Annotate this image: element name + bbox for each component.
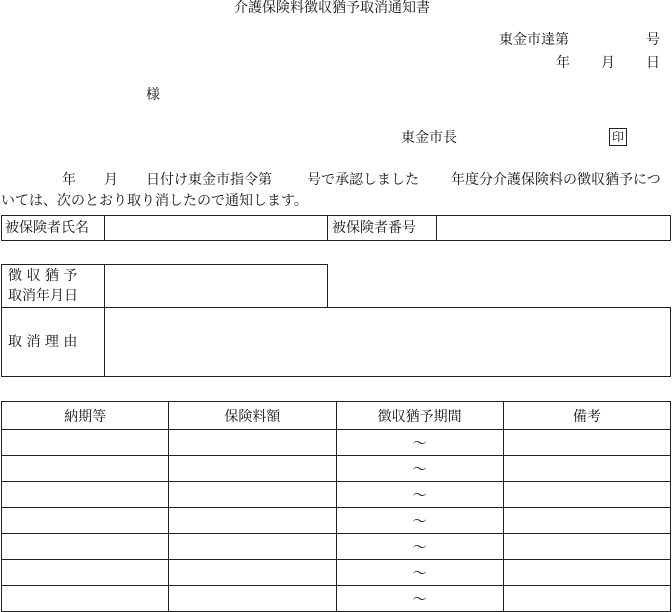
premium-cell[interactable] <box>169 560 336 586</box>
doc-number-suffix: 号 <box>646 32 660 48</box>
deferral-period-cell[interactable]: ～ <box>336 430 503 456</box>
remarks-cell[interactable] <box>503 456 670 482</box>
doc-number-prefix: 東金市達第 <box>499 32 569 48</box>
issuer-name: 東金市長 <box>401 130 457 146</box>
body-text-2: 号で承認しました <box>307 172 419 188</box>
table-row <box>2 482 671 508</box>
deferral-period-cell[interactable]: ～ <box>336 482 503 508</box>
deferral-period-cell[interactable]: ～ <box>336 586 503 612</box>
remarks-cell[interactable] <box>503 586 670 612</box>
table-row <box>2 430 671 456</box>
deferral-period-cell[interactable]: ～ <box>336 534 503 560</box>
body-text-1: 日付け東金市指令第 <box>146 172 272 188</box>
premium-cell[interactable] <box>169 430 336 456</box>
schedule-table <box>1 401 671 612</box>
body-line-2: いては、次のとおり取り消したので通知します。 <box>1 193 308 209</box>
table-row <box>2 456 671 482</box>
premium-cell[interactable] <box>169 456 336 482</box>
remarks-cell[interactable] <box>503 482 670 508</box>
period-cell[interactable] <box>2 508 169 534</box>
period-cell[interactable] <box>2 430 169 456</box>
remarks-cell[interactable] <box>503 560 670 586</box>
premium-cell[interactable] <box>169 482 336 508</box>
insured-number-label: 被保険者番号 <box>332 220 416 236</box>
cancel-date-label-line2: 取消年月日 <box>8 288 78 304</box>
deferral-period-cell[interactable]: ～ <box>336 456 503 482</box>
period-cell[interactable] <box>2 560 169 586</box>
column-header: 保険料額 <box>169 402 336 430</box>
divider <box>436 215 437 241</box>
remarks-cell[interactable] <box>503 430 670 456</box>
body-year-label: 年 <box>62 172 76 188</box>
remarks-cell[interactable] <box>503 508 670 534</box>
table-row <box>2 508 671 534</box>
date-day-label: 日 <box>646 55 660 71</box>
period-cell[interactable] <box>2 456 169 482</box>
period-cell[interactable] <box>2 586 169 612</box>
document-title: 介護保険料徴収猶予取消通知書 <box>234 0 430 16</box>
premium-cell[interactable] <box>169 534 336 560</box>
cancel-date-label-line1: 徴 収 猶 予 <box>8 268 78 284</box>
schedule-header-row <box>2 402 671 430</box>
deferral-period-cell[interactable]: ～ <box>336 560 503 586</box>
divider <box>327 215 328 241</box>
premium-cell[interactable] <box>169 508 336 534</box>
addressee-suffix: 様 <box>146 87 160 103</box>
body-month-label: 月 <box>104 172 118 188</box>
column-header: 納期等 <box>2 402 169 430</box>
period-cell[interactable] <box>2 534 169 560</box>
remarks-cell[interactable] <box>503 534 670 560</box>
reason-label: 取 消 理 由 <box>8 334 78 350</box>
divider <box>104 307 105 377</box>
column-header: 徴収猶予期間 <box>336 402 503 430</box>
column-header: 備考 <box>503 402 670 430</box>
date-month-label: 月 <box>601 55 615 71</box>
reason-box <box>1 307 671 377</box>
deferral-period-cell[interactable]: ～ <box>336 508 503 534</box>
seal-stamp: 印 <box>609 128 627 146</box>
divider <box>104 215 105 241</box>
date-year-label: 年 <box>556 55 570 71</box>
table-row <box>2 534 671 560</box>
period-cell[interactable] <box>2 482 169 508</box>
premium-cell[interactable] <box>169 586 336 612</box>
table-row <box>2 586 671 612</box>
insured-name-label: 被保険者氏名 <box>5 220 89 236</box>
body-text-3: 年度分介護保険料の徴収猶予につ <box>451 172 661 188</box>
table-row <box>2 560 671 586</box>
divider <box>104 264 105 308</box>
